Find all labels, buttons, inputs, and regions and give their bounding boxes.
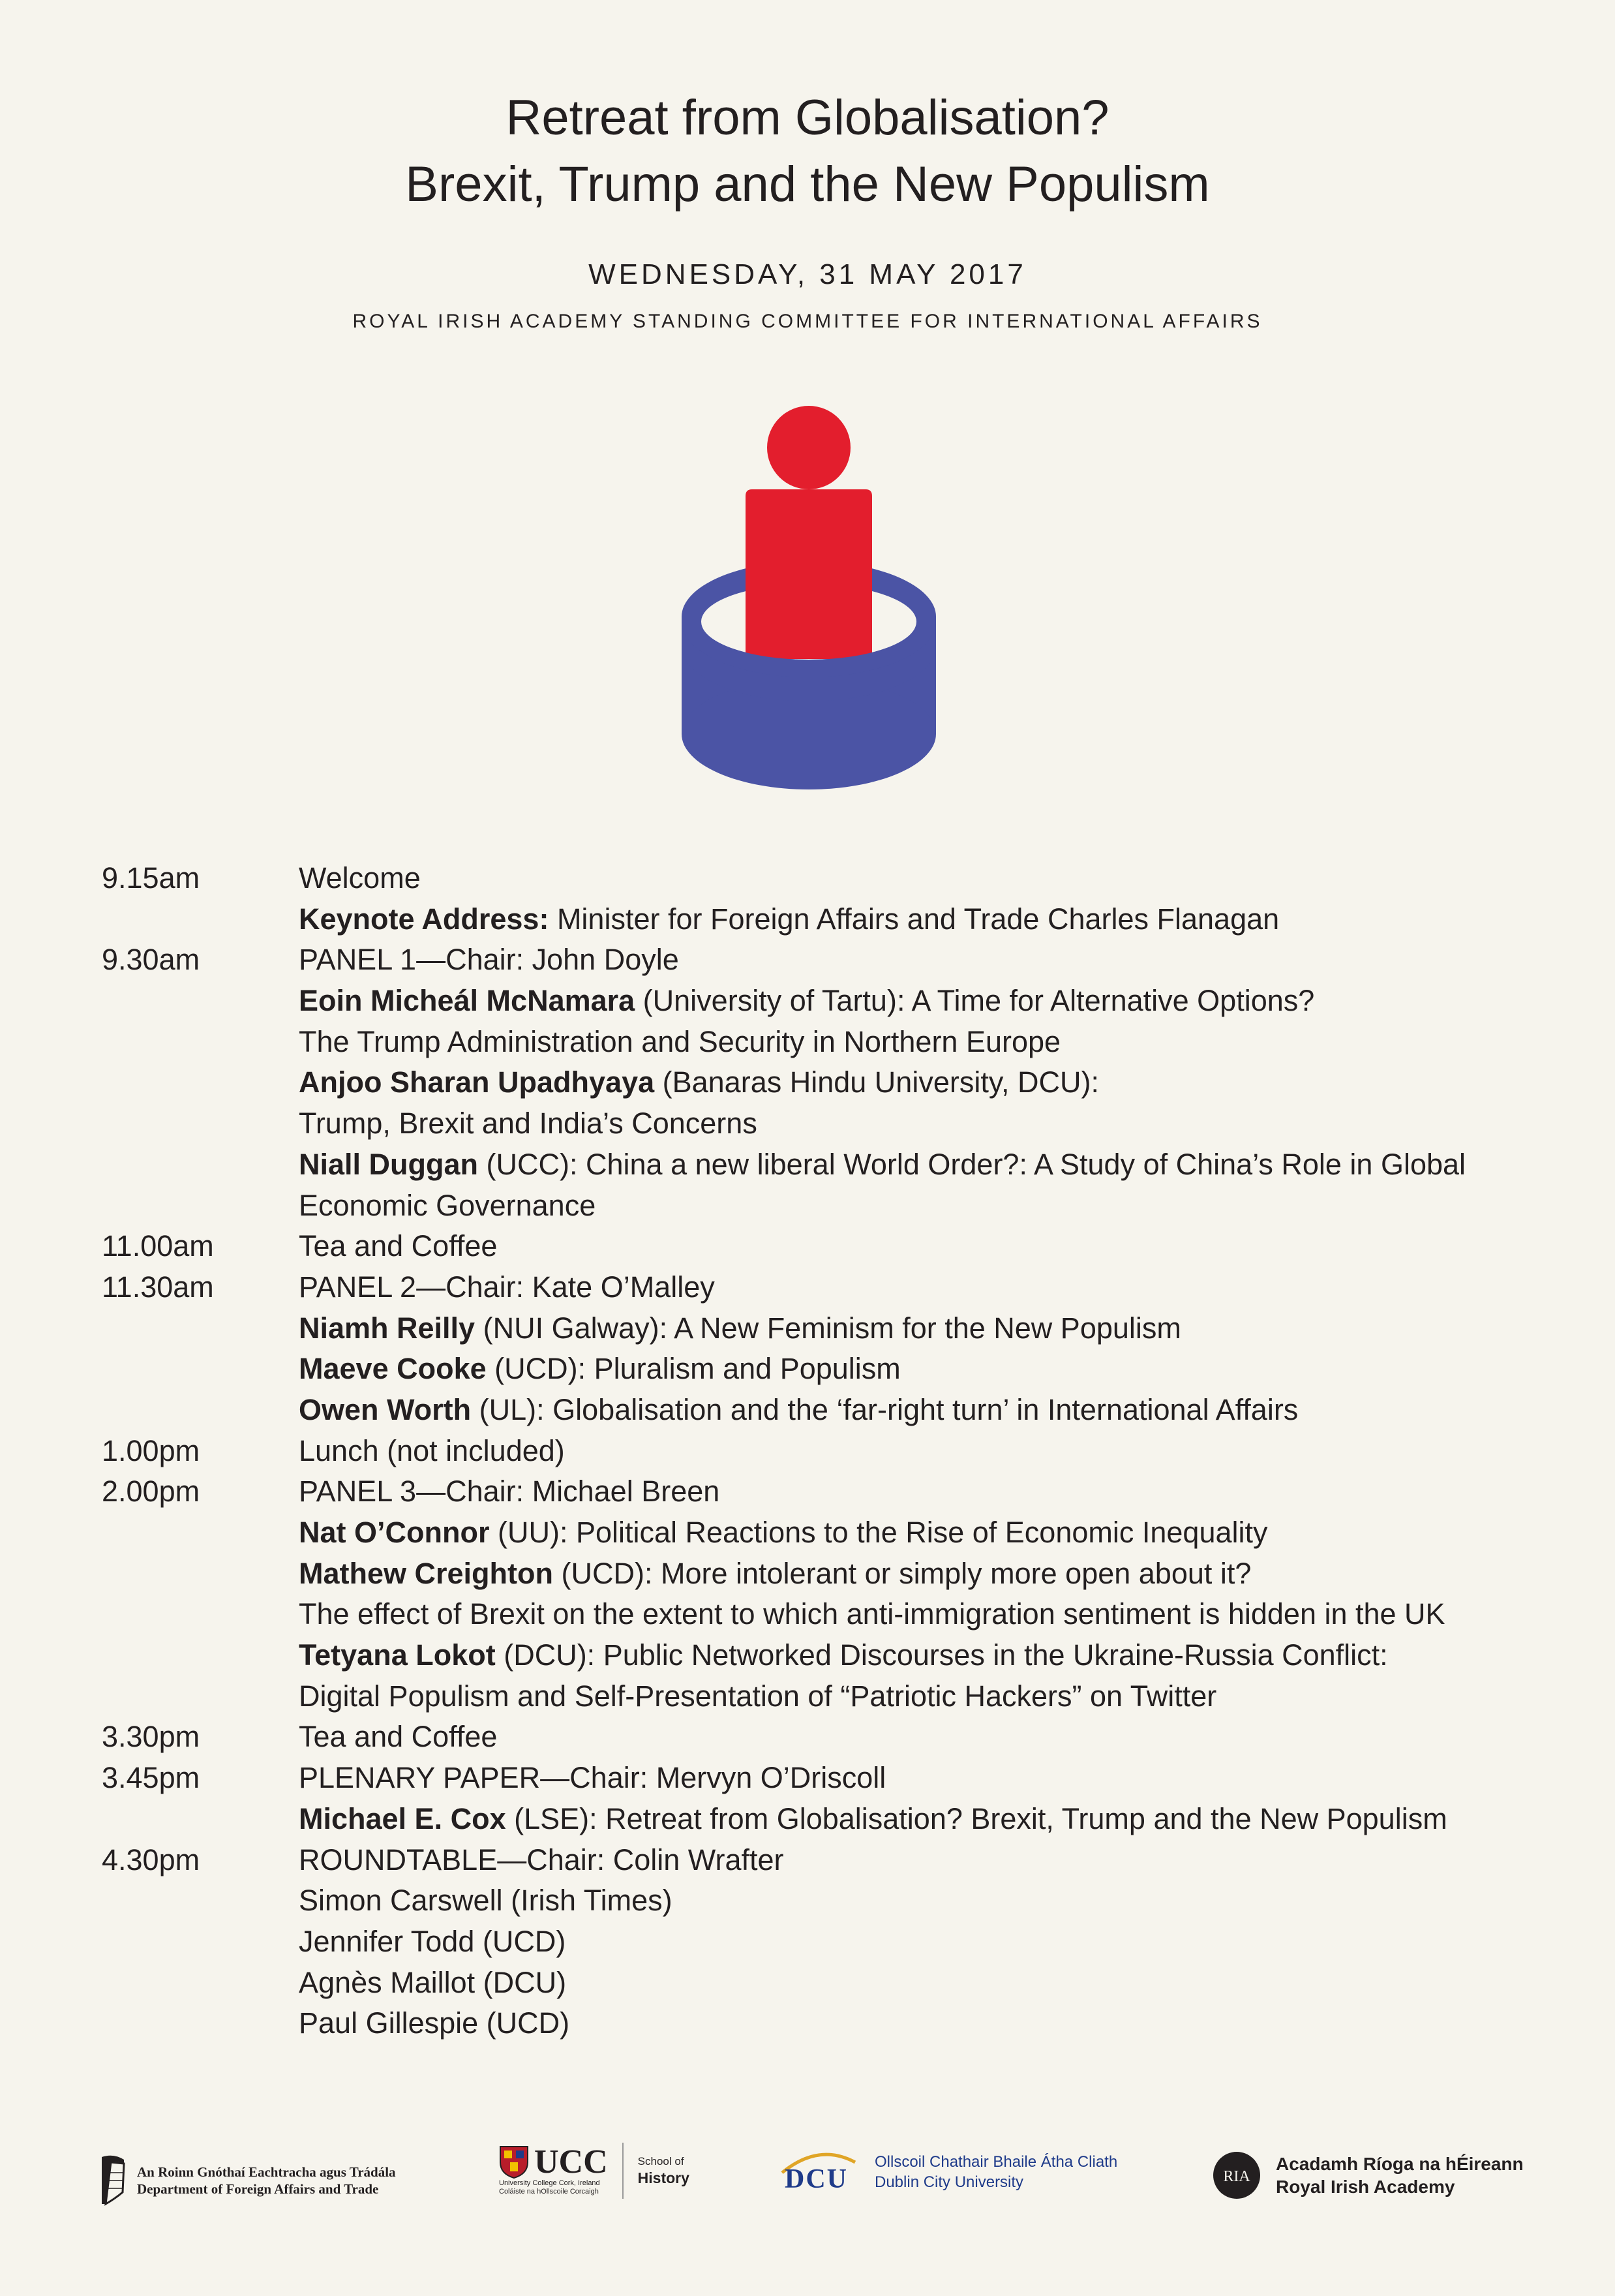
row-time	[102, 899, 299, 940]
sponsor-logos	[0, 2140, 1615, 2218]
programme-row	[102, 1103, 1537, 1144]
programme-row	[102, 981, 1537, 1022]
speaker-name: Niall Duggan	[299, 1147, 479, 1181]
programme-row	[102, 1635, 1537, 1676]
programme-row	[102, 1186, 1537, 1227]
programme-row	[102, 1471, 1537, 1512]
row-time	[102, 1144, 299, 1186]
row-text: (UL): Globalisation and the ‘far-right turn’ in International Affairs	[471, 1392, 1299, 1426]
ucc-history-label: History	[637, 2169, 689, 2186]
speaker-name: Owen Worth	[299, 1392, 472, 1426]
programme-row	[102, 1880, 1537, 1921]
speaker-name: Maeve Cooke	[299, 1352, 487, 1386]
figure-body	[746, 489, 872, 659]
row-text: ROUNDTABLE—Chair: Colin Wrafter	[299, 1843, 784, 1876]
svg-text:RIA: RIA	[1223, 2168, 1250, 2185]
speaker-name: Tetyana Lokot	[299, 1638, 496, 1672]
row-time	[102, 1308, 299, 1349]
programme-row	[102, 1717, 1537, 1758]
row-time	[102, 1594, 299, 1635]
row-time: 1.00pm	[102, 1433, 200, 1467]
row-text: Jennifer Todd (UCD)	[299, 1924, 566, 1958]
ucc-logo	[499, 2143, 689, 2199]
row-text: (LSE): Retreat from Globalisation? Brexit, Trump and the New Populism	[506, 1801, 1447, 1835]
programme-row	[102, 1963, 1537, 2004]
ucc-irish-name: Coláiste na hOllscoile Corcaigh	[499, 2188, 599, 2196]
dcu-logo	[779, 2149, 1117, 2195]
row-text: Simon Carswell (Irish Times)	[299, 1884, 672, 1918]
row-text: (UCC): China a new liberal World Order?: A Study of China’s Role in Global	[478, 1147, 1466, 1181]
row-text: PANEL 1—Chair: John Doyle	[299, 943, 679, 977]
row-text: Agnès Maillot (DCU)	[299, 1965, 567, 1999]
row-time: 11.00am	[102, 1229, 214, 1263]
row-time	[102, 1963, 299, 2004]
row-text: (NUI Galway): A New Feminism for the New Populism	[475, 1311, 1181, 1345]
row-time: 11.30am	[102, 1270, 214, 1304]
programme-row	[102, 899, 1537, 940]
row-time	[102, 1880, 299, 1921]
row-text: (UU): Political Reactions to the Rise of Economic Inequality	[489, 1516, 1268, 1549]
row-time	[102, 1103, 299, 1144]
programme-row	[102, 1512, 1537, 1554]
row-text: Welcome	[299, 861, 421, 895]
row-text: Trump, Brexit and India’s Concerns	[299, 1107, 757, 1140]
row-time	[102, 981, 299, 1022]
poster-header	[0, 85, 1615, 333]
programme-row	[102, 1144, 1537, 1186]
speaker-name: Eoin Micheál McNamara	[299, 984, 635, 1018]
programme-row	[102, 858, 1537, 899]
ucc-divider	[622, 2143, 624, 2199]
programme-row	[102, 2003, 1537, 2044]
programme-row	[102, 1840, 1537, 1881]
ucc-english-name: University College Cork, Ireland	[499, 2179, 600, 2187]
programme-row	[102, 1431, 1537, 1472]
dcu-wordmark: DCU	[785, 2164, 848, 2194]
dfat-logo	[98, 2153, 396, 2208]
row-text: PLENARY PAPER—Chair: Mervyn O’Driscoll	[299, 1761, 886, 1795]
title-line-2: Brexit, Trump and the New Populism	[405, 157, 1210, 212]
row-time	[102, 1022, 299, 1063]
ria-seal-icon	[1212, 2151, 1261, 2200]
row-text: (University of Tartu): A Time for Alternative Options?	[635, 984, 1315, 1018]
row-text: Economic Governance	[299, 1188, 596, 1222]
speaker-name: Niamh Reilly	[299, 1311, 475, 1345]
row-time: 3.30pm	[102, 1720, 200, 1754]
speaker-name: Michael E. Cox	[299, 1801, 506, 1835]
programme-row	[102, 1022, 1537, 1063]
ballot-figure-icon	[678, 398, 939, 803]
row-time: 3.45pm	[102, 1761, 200, 1795]
row-time	[102, 1676, 299, 1717]
row-time	[102, 1554, 299, 1595]
row-text: (DCU): Public Networked Discourses in the Ukraine-Russia Conflict:	[495, 1638, 1388, 1672]
programme-row	[102, 1921, 1537, 1963]
row-text: Paul Gillespie (UCD)	[299, 2006, 570, 2040]
programme-row	[102, 1594, 1537, 1635]
organiser-line: ROYAL IRISH ACADEMY STANDING COMMITTEE FOR INTERNATIONAL AFFAIRS	[352, 311, 1263, 332]
programme-list	[102, 858, 1537, 2044]
row-text: (Banaras Hindu University, DCU):	[654, 1065, 1099, 1099]
row-text: (UCD): More intolerant or simply more open about it?	[553, 1556, 1252, 1590]
programme-row	[102, 1349, 1537, 1390]
programme-row	[102, 1390, 1537, 1431]
ria-english-name: Royal Irish Academy	[1276, 2177, 1455, 2197]
programme-row	[102, 1554, 1537, 1595]
row-time	[102, 1062, 299, 1103]
programme-row	[102, 1062, 1537, 1103]
row-time	[102, 1349, 299, 1390]
figure-head	[767, 406, 851, 489]
row-time	[102, 1921, 299, 1963]
row-time	[102, 2003, 299, 2044]
dfat-irish-name: An Roinn Gnóthaí Eachtracha agus Trádála	[137, 2164, 396, 2180]
row-text: Tea and Coffee	[299, 1720, 498, 1754]
speaker-name: Nat O’Connor	[299, 1516, 490, 1549]
ucc-wordmark: UCC	[534, 2143, 608, 2181]
speaker-name: Keynote Address:	[299, 902, 549, 936]
row-text: Tea and Coffee	[299, 1229, 498, 1263]
programme-row	[102, 1308, 1537, 1349]
programme-row	[102, 1267, 1537, 1308]
ria-irish-name: Acadamh Ríoga na hÉireann	[1276, 2154, 1524, 2174]
programme-row	[102, 1758, 1537, 1799]
dcu-english-name: Dublin City University	[875, 2173, 1024, 2191]
row-time	[102, 1390, 299, 1431]
row-time: 4.30pm	[102, 1843, 200, 1876]
programme-row	[102, 1676, 1537, 1717]
row-time	[102, 1635, 299, 1676]
dcu-irish-name: Ollscoil Chathair Bhaile Átha Cliath	[875, 2153, 1118, 2171]
row-text: PANEL 3—Chair: Michael Breen	[299, 1475, 720, 1508]
dfat-english-name: Department of Foreign Affairs and Trade	[137, 2181, 379, 2197]
row-text: Digital Populism and Self-Presentation of “Patriotic Hackers” on Twitter	[299, 1679, 1217, 1713]
row-text: The effect of Brexit on the extent to which anti-immigration sentiment is hidden in the UK	[299, 1597, 1445, 1631]
row-time	[102, 1186, 299, 1227]
ria-logo	[1212, 2151, 1524, 2200]
programme-row	[102, 1799, 1537, 1840]
row-text: The Trump Administration and Security in Northern Europe	[299, 1024, 1061, 1058]
title-line-1: Retreat from Globalisation?	[506, 90, 1109, 145]
row-time	[102, 1799, 299, 1840]
harp-icon	[98, 2153, 128, 2208]
row-text: PANEL 2—Chair: Kate O’Malley	[299, 1270, 715, 1304]
row-text: Minister for Foreign Affairs and Trade Charles Flanagan	[549, 902, 1280, 936]
row-time	[102, 1512, 299, 1554]
event-date: WEDNESDAY, 31 MAY 2017	[588, 258, 1027, 290]
ucc-crest-icon	[499, 2145, 529, 2179]
row-time: 9.15am	[102, 861, 200, 895]
programme-row	[102, 1226, 1537, 1267]
row-time: 2.00pm	[102, 1475, 200, 1508]
row-time: 9.30am	[102, 943, 200, 977]
speaker-name: Anjoo Sharan Upadhyaya	[299, 1065, 655, 1099]
programme-row	[102, 940, 1537, 981]
row-text: Lunch (not included)	[299, 1433, 565, 1467]
speaker-name: Mathew Creighton	[299, 1556, 553, 1590]
row-text: (UCD): Pluralism and Populism	[486, 1352, 901, 1386]
ucc-school-label: School of	[637, 2155, 684, 2167]
